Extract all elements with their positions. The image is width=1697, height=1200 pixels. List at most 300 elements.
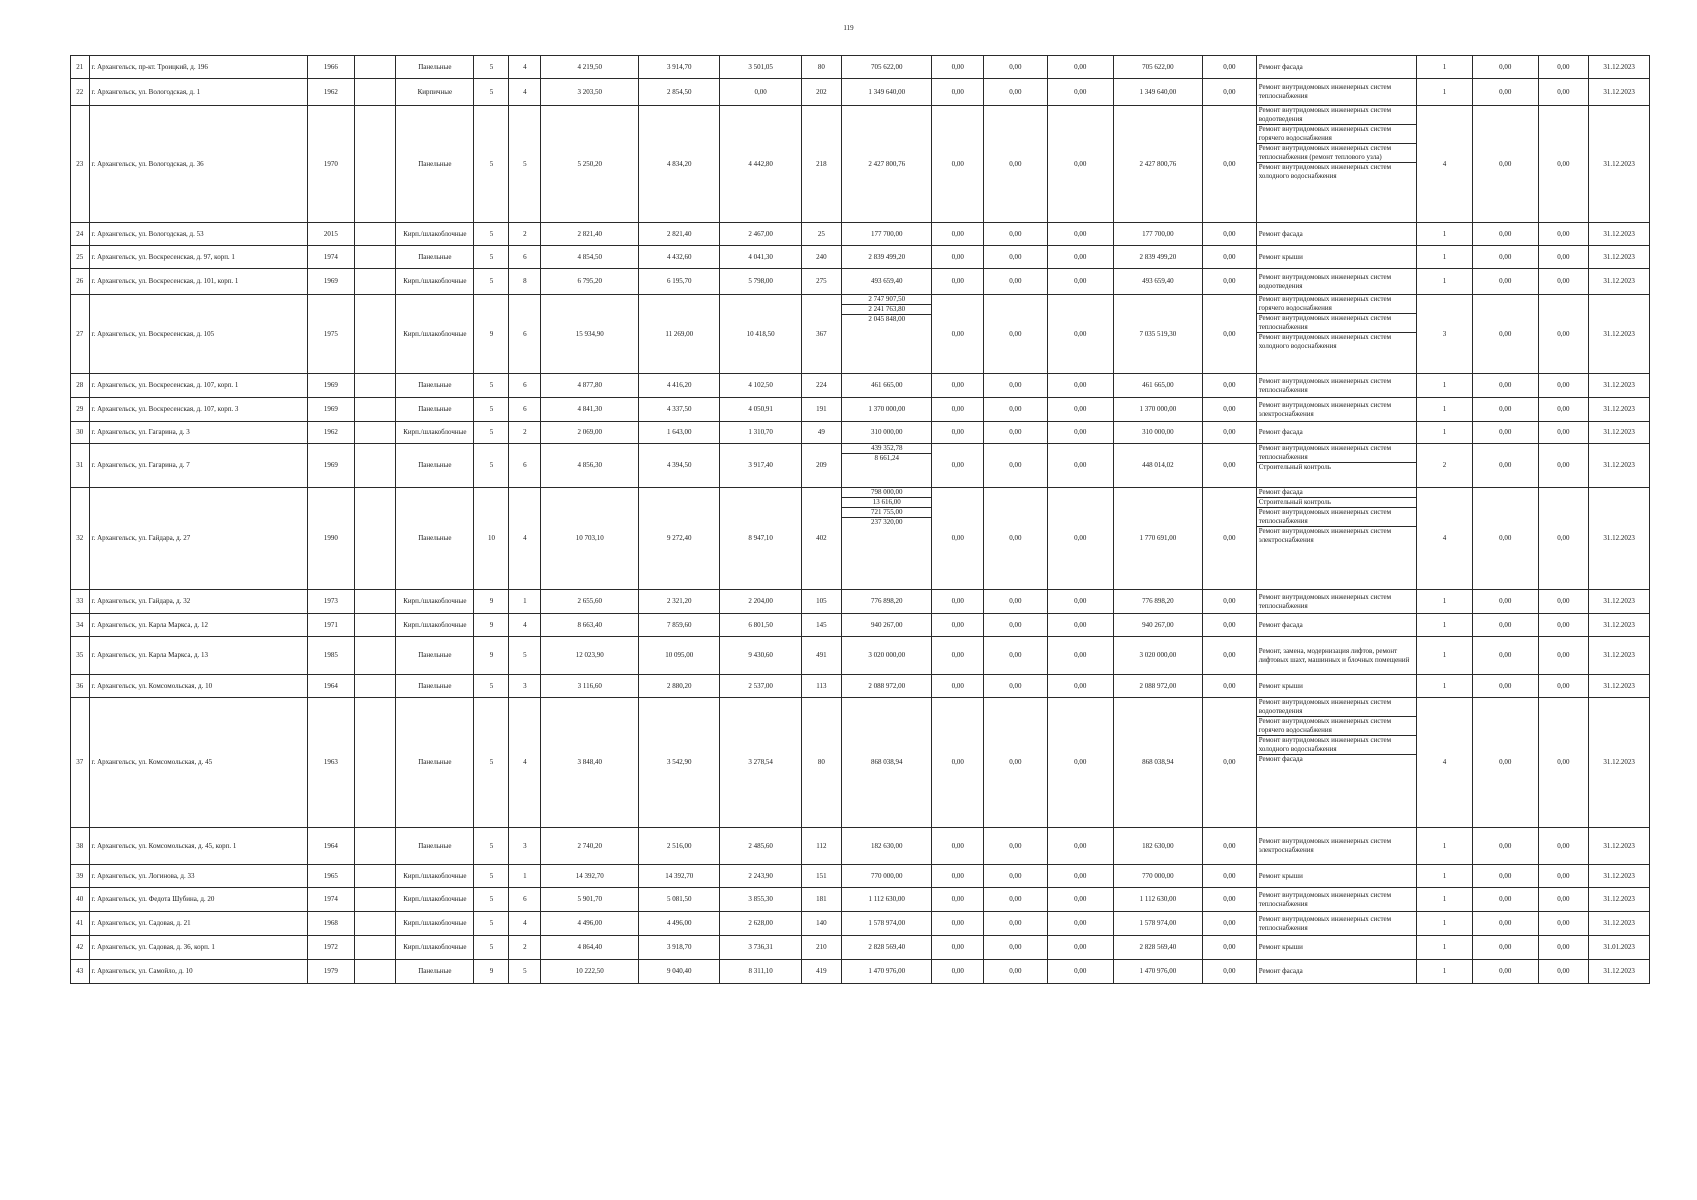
commission-year: 1971 — [307, 614, 354, 637]
living-area: 10 418,50 — [720, 295, 801, 374]
fund-regional: 0,00 — [983, 912, 1047, 936]
works-count: 1 — [1417, 398, 1473, 422]
premises-area: 4 496,00 — [639, 912, 720, 936]
floors-count: 5 — [474, 698, 509, 828]
fund-federal: 0,00 — [932, 614, 983, 637]
completion-date: 31.12.2023 — [1589, 590, 1650, 614]
row-number: 36 — [71, 675, 90, 698]
empty-cell — [355, 56, 396, 79]
floors-count: 5 — [474, 888, 509, 912]
empty-cell — [355, 865, 396, 888]
premises-area: 2 516,00 — [639, 828, 720, 865]
wall-material: Панельные — [396, 698, 474, 828]
living-area: 2 204,00 — [720, 590, 801, 614]
fund-regional: 0,00 — [983, 675, 1047, 698]
living-area: 2 467,00 — [720, 223, 801, 246]
wall-material: Кирп./шлакоблочные — [396, 865, 474, 888]
total-area: 4 877,80 — [541, 374, 639, 398]
works-count: 1 — [1417, 637, 1473, 675]
empty-cell — [355, 223, 396, 246]
fund-owners: 448 014,02 — [1113, 444, 1203, 488]
commission-year: 1963 — [307, 698, 354, 828]
completion-date: 31.12.2023 — [1589, 444, 1650, 488]
entrances-count: 1 — [509, 590, 541, 614]
fund-owners: 1 578 974,00 — [1113, 912, 1203, 936]
fund-other: 0,00 — [1203, 295, 1257, 374]
works-count: 1 — [1417, 223, 1473, 246]
table-row — [71, 422, 1650, 444]
fund-owners: 2 839 499,20 — [1113, 246, 1203, 269]
work-type: Ремонт внутридомовых инженерных систем теплоснабжения — [1256, 912, 1417, 936]
work-type-list — [1256, 295, 1417, 374]
house-address: г. Архангельск, пр-кт. Троицкий, д. 196 — [89, 56, 307, 79]
value-a: 0,00 — [1472, 828, 1538, 865]
house-address: г. Архангельск, ул. Вологодская, д. 36 — [89, 106, 307, 223]
floors-count: 9 — [474, 637, 509, 675]
work-type-list — [1256, 444, 1417, 488]
fund-regional: 0,00 — [983, 590, 1047, 614]
completion-date: 31.12.2023 — [1589, 960, 1650, 984]
work-type: Ремонт внутридомовых инженерных систем горячего водоснабжения — [1258, 295, 1392, 312]
total-area: 10 222,50 — [541, 960, 639, 984]
living-area: 3 736,31 — [720, 936, 801, 960]
table-row — [71, 246, 1650, 269]
fund-federal: 0,00 — [932, 422, 983, 444]
wall-material: Кирп./шлакоблочные — [396, 888, 474, 912]
fund-other: 0,00 — [1203, 79, 1257, 106]
fund-federal: 0,00 — [932, 269, 983, 295]
house-address: г. Архангельск, ул. Вологодская, д. 53 — [89, 223, 307, 246]
house-address: г. Архангельск, ул. Гайдара, д. 27 — [89, 488, 307, 590]
work-type: Ремонт фасада — [1257, 754, 1417, 764]
premises-area: 9 040,40 — [639, 960, 720, 984]
work-cost: 493 659,40 — [841, 269, 932, 295]
commission-year: 1966 — [307, 56, 354, 79]
house-address: г. Архангельск, ул. Воскресенская, д. 105 — [89, 295, 307, 374]
total-area: 14 392,70 — [541, 865, 639, 888]
residents-count: 191 — [801, 398, 841, 422]
entrances-count: 6 — [509, 295, 541, 374]
commission-year: 1964 — [307, 828, 354, 865]
fund-owners: 940 267,00 — [1113, 614, 1203, 637]
wall-material: Панельные — [396, 374, 474, 398]
fund-regional: 0,00 — [983, 614, 1047, 637]
floors-count: 5 — [474, 79, 509, 106]
wall-material: Панельные — [396, 675, 474, 698]
fund-local: 0,00 — [1047, 444, 1113, 488]
fund-local: 0,00 — [1047, 698, 1113, 828]
total-area: 10 703,10 — [541, 488, 639, 590]
completion-date: 31.12.2023 — [1589, 223, 1650, 246]
house-address: г. Архангельск, ул. Комсомольская, д. 45 — [89, 698, 307, 828]
work-type: Ремонт внутридомовых инженерных систем теплоснабжения — [1258, 444, 1392, 461]
total-area: 15 934,90 — [541, 295, 639, 374]
commission-year: 1973 — [307, 590, 354, 614]
house-address: г. Архангельск, ул. Вологодская, д. 1 — [89, 79, 307, 106]
work-type: Ремонт фасада — [1256, 960, 1417, 984]
living-area: 3 855,30 — [720, 888, 801, 912]
residents-count: 367 — [801, 295, 841, 374]
row-number: 22 — [71, 79, 90, 106]
fund-owners: 1 470 976,00 — [1113, 960, 1203, 984]
floors-count: 10 — [474, 488, 509, 590]
work-cost: 868 038,94 — [841, 698, 932, 828]
row-number: 40 — [71, 888, 90, 912]
commission-year: 1985 — [307, 637, 354, 675]
fund-other: 0,00 — [1203, 637, 1257, 675]
fund-other: 0,00 — [1203, 936, 1257, 960]
work-type: Ремонт внутридомовых инженерных систем теплоснабжения — [1256, 374, 1417, 398]
work-type: Ремонт крыши — [1256, 675, 1417, 698]
work-cost: 461 665,00 — [841, 374, 932, 398]
floors-count: 5 — [474, 269, 509, 295]
completion-date: 31.01.2023 — [1589, 936, 1650, 960]
entrances-count: 4 — [509, 56, 541, 79]
commission-year: 2015 — [307, 223, 354, 246]
entrances-count: 4 — [509, 614, 541, 637]
residents-count: 80 — [801, 56, 841, 79]
fund-local: 0,00 — [1047, 936, 1113, 960]
living-area: 9 430,60 — [720, 637, 801, 675]
fund-regional: 0,00 — [983, 79, 1047, 106]
work-type: Ремонт крыши — [1256, 865, 1417, 888]
commission-year: 1969 — [307, 444, 354, 488]
works-count: 1 — [1417, 422, 1473, 444]
fund-other: 0,00 — [1203, 590, 1257, 614]
floors-count: 9 — [474, 960, 509, 984]
fund-local: 0,00 — [1047, 888, 1113, 912]
fund-federal: 0,00 — [932, 106, 983, 223]
completion-date: 31.12.2023 — [1589, 246, 1650, 269]
works-count: 1 — [1417, 888, 1473, 912]
total-area: 4 496,00 — [541, 912, 639, 936]
work-type: Строительный контроль — [1257, 497, 1417, 507]
entrances-count: 6 — [509, 374, 541, 398]
value-b: 0,00 — [1538, 79, 1588, 106]
total-area: 2 821,40 — [541, 223, 639, 246]
row-number: 38 — [71, 828, 90, 865]
row-number: 23 — [71, 106, 90, 223]
total-area: 4 219,50 — [541, 56, 639, 79]
works-count: 1 — [1417, 960, 1473, 984]
floors-count: 5 — [474, 398, 509, 422]
wall-material: Кирп./шлакоблочные — [396, 936, 474, 960]
living-area: 4 102,50 — [720, 374, 801, 398]
total-area: 2 740,20 — [541, 828, 639, 865]
total-area: 3 116,60 — [541, 675, 639, 698]
fund-regional: 0,00 — [983, 223, 1047, 246]
row-number: 26 — [71, 269, 90, 295]
living-area: 4 041,30 — [720, 246, 801, 269]
value-a: 0,00 — [1472, 488, 1538, 590]
value-b: 0,00 — [1538, 374, 1588, 398]
work-type: Ремонт внутридомовых инженерных систем теплоснабжения — [1257, 313, 1417, 332]
value-a: 0,00 — [1472, 269, 1538, 295]
floors-count: 5 — [474, 675, 509, 698]
work-cost: 13 616,00 — [842, 497, 932, 507]
total-area: 6 795,20 — [541, 269, 639, 295]
page-number: 119 — [843, 24, 854, 32]
table-row — [71, 106, 1650, 223]
value-a: 0,00 — [1472, 698, 1538, 828]
house-address: г. Архангельск, ул. Комсомольская, д. 10 — [89, 675, 307, 698]
residents-count: 25 — [801, 223, 841, 246]
fund-regional: 0,00 — [983, 374, 1047, 398]
works-count: 1 — [1417, 374, 1473, 398]
work-type-list — [1256, 698, 1417, 828]
residents-count: 202 — [801, 79, 841, 106]
row-number: 31 — [71, 444, 90, 488]
work-cost: 2 088 972,00 — [841, 675, 932, 698]
table-row — [71, 675, 1650, 698]
empty-cell — [355, 79, 396, 106]
work-cost: 798 000,00 — [870, 488, 903, 496]
work-type: Ремонт внутридомовых инженерных систем электроснабжения — [1256, 828, 1417, 865]
empty-cell — [355, 295, 396, 374]
wall-material: Кирпичные — [396, 79, 474, 106]
residents-count: 151 — [801, 865, 841, 888]
wall-material: Панельные — [396, 106, 474, 223]
floors-count: 9 — [474, 590, 509, 614]
work-cost: 3 020 000,00 — [841, 637, 932, 675]
commission-year: 1974 — [307, 246, 354, 269]
fund-other: 0,00 — [1203, 865, 1257, 888]
works-count: 1 — [1417, 936, 1473, 960]
works-count: 1 — [1417, 590, 1473, 614]
floors-count: 9 — [474, 295, 509, 374]
repair-program-table — [70, 55, 1650, 984]
premises-area: 2 821,40 — [639, 223, 720, 246]
fund-federal: 0,00 — [932, 246, 983, 269]
work-type: Ремонт крыши — [1256, 246, 1417, 269]
premises-area: 14 392,70 — [639, 865, 720, 888]
house-address: г. Архангельск, ул. Воскресенская, д. 97, корп. 1 — [89, 246, 307, 269]
fund-local: 0,00 — [1047, 398, 1113, 422]
fund-regional: 0,00 — [983, 56, 1047, 79]
fund-other: 0,00 — [1203, 269, 1257, 295]
value-b: 0,00 — [1538, 295, 1588, 374]
entrances-count: 5 — [509, 960, 541, 984]
wall-material: Панельные — [396, 56, 474, 79]
empty-cell — [355, 444, 396, 488]
work-cost: 705 622,00 — [841, 56, 932, 79]
living-area: 3 501,05 — [720, 56, 801, 79]
entrances-count: 4 — [509, 912, 541, 936]
commission-year: 1969 — [307, 374, 354, 398]
residents-count: 113 — [801, 675, 841, 698]
work-cost: 182 630,00 — [841, 828, 932, 865]
work-type: Ремонт внутридомовых инженерных систем теплоснабжения (ремонт теплового узла) — [1257, 143, 1417, 162]
value-b: 0,00 — [1538, 106, 1588, 223]
residents-count: 181 — [801, 888, 841, 912]
fund-federal: 0,00 — [932, 56, 983, 79]
entrances-count: 2 — [509, 422, 541, 444]
value-a: 0,00 — [1472, 223, 1538, 246]
value-b: 0,00 — [1538, 590, 1588, 614]
house-address: г. Архангельск, ул. Воскресенская, д. 101, корп. 1 — [89, 269, 307, 295]
residents-count: 419 — [801, 960, 841, 984]
fund-owners: 776 898,20 — [1113, 590, 1203, 614]
table-row — [71, 590, 1650, 614]
house-address: г. Архангельск, ул. Комсомольская, д. 45, корп. 1 — [89, 828, 307, 865]
fund-regional: 0,00 — [983, 698, 1047, 828]
premises-area: 2 321,20 — [639, 590, 720, 614]
floors-count: 5 — [474, 374, 509, 398]
empty-cell — [355, 398, 396, 422]
house-address: г. Архангельск, ул. Карла Маркса, д. 13 — [89, 637, 307, 675]
wall-material: Кирп./шлакоблочные — [396, 223, 474, 246]
row-number: 34 — [71, 614, 90, 637]
wall-material: Кирп./шлакоблочные — [396, 295, 474, 374]
fund-federal: 0,00 — [932, 637, 983, 675]
works-count: 4 — [1417, 698, 1473, 828]
residents-count: 49 — [801, 422, 841, 444]
floors-count: 5 — [474, 223, 509, 246]
completion-date: 31.12.2023 — [1589, 295, 1650, 374]
row-number: 28 — [71, 374, 90, 398]
fund-regional: 0,00 — [983, 106, 1047, 223]
fund-other: 0,00 — [1203, 223, 1257, 246]
residents-count: 105 — [801, 590, 841, 614]
floors-count: 5 — [474, 246, 509, 269]
fund-other: 0,00 — [1203, 614, 1257, 637]
house-address: г. Архангельск, ул. Воскресенская, д. 107, корп. 1 — [89, 374, 307, 398]
living-area: 2 485,60 — [720, 828, 801, 865]
work-type: Ремонт фасада — [1258, 488, 1303, 496]
works-count: 1 — [1417, 675, 1473, 698]
fund-other: 0,00 — [1203, 422, 1257, 444]
fund-other: 0,00 — [1203, 888, 1257, 912]
fund-local: 0,00 — [1047, 828, 1113, 865]
premises-area: 3 542,90 — [639, 698, 720, 828]
fund-local: 0,00 — [1047, 422, 1113, 444]
work-cost: 1 578 974,00 — [841, 912, 932, 936]
living-area: 0,00 — [720, 79, 801, 106]
fund-local: 0,00 — [1047, 614, 1113, 637]
works-count: 2 — [1417, 444, 1473, 488]
work-cost: 1 470 976,00 — [841, 960, 932, 984]
fund-other: 0,00 — [1203, 912, 1257, 936]
premises-area: 7 859,60 — [639, 614, 720, 637]
residents-count: 218 — [801, 106, 841, 223]
entrances-count: 8 — [509, 269, 541, 295]
wall-material: Кирп./шлакоблочные — [396, 590, 474, 614]
premises-area: 4 416,20 — [639, 374, 720, 398]
fund-owners: 705 622,00 — [1113, 56, 1203, 79]
value-b: 0,00 — [1538, 488, 1588, 590]
living-area: 1 310,70 — [720, 422, 801, 444]
floors-count: 9 — [474, 614, 509, 637]
fund-federal: 0,00 — [932, 374, 983, 398]
premises-area: 2 880,20 — [639, 675, 720, 698]
work-type: Ремонт внутридомовых инженерных систем теплоснабжения — [1256, 79, 1417, 106]
fund-federal: 0,00 — [932, 79, 983, 106]
completion-date: 31.12.2023 — [1589, 488, 1650, 590]
completion-date: 31.12.2023 — [1589, 828, 1650, 865]
commission-year: 1964 — [307, 675, 354, 698]
premises-area: 6 195,70 — [639, 269, 720, 295]
table-row — [71, 960, 1650, 984]
value-a: 0,00 — [1472, 637, 1538, 675]
work-type: Ремонт внутридомовых инженерных систем водоотведения — [1256, 269, 1417, 295]
commission-year: 1979 — [307, 960, 354, 984]
value-a: 0,00 — [1472, 422, 1538, 444]
empty-cell — [355, 675, 396, 698]
fund-local: 0,00 — [1047, 675, 1113, 698]
table-row — [71, 374, 1650, 398]
table-row — [71, 398, 1650, 422]
row-number: 33 — [71, 590, 90, 614]
fund-federal: 0,00 — [932, 960, 983, 984]
fund-owners: 182 630,00 — [1113, 828, 1203, 865]
table-row — [71, 223, 1650, 246]
entrances-count: 6 — [509, 888, 541, 912]
house-address: г. Архангельск, ул. Гагарина, д. 7 — [89, 444, 307, 488]
living-area: 4 442,80 — [720, 106, 801, 223]
value-b: 0,00 — [1538, 246, 1588, 269]
row-number: 21 — [71, 56, 90, 79]
fund-owners: 1 370 000,00 — [1113, 398, 1203, 422]
completion-date: 31.12.2023 — [1589, 79, 1650, 106]
works-count: 1 — [1417, 79, 1473, 106]
work-type: Ремонт крыши — [1256, 936, 1417, 960]
work-type: Ремонт внутридомовых инженерных систем холодного водоснабжения — [1257, 332, 1417, 351]
work-type: Ремонт внутридомовых инженерных систем теплоснабжения — [1256, 590, 1417, 614]
fund-federal: 0,00 — [932, 936, 983, 960]
fund-regional: 0,00 — [983, 637, 1047, 675]
value-a: 0,00 — [1472, 675, 1538, 698]
work-type: Ремонт фасада — [1256, 422, 1417, 444]
total-area: 3 848,40 — [541, 698, 639, 828]
fund-federal: 0,00 — [932, 398, 983, 422]
row-number: 39 — [71, 865, 90, 888]
premises-area: 11 269,00 — [639, 295, 720, 374]
wall-material: Панельные — [396, 488, 474, 590]
work-cost-list — [841, 295, 932, 374]
empty-cell — [355, 828, 396, 865]
value-b: 0,00 — [1538, 269, 1588, 295]
entrances-count: 2 — [509, 936, 541, 960]
premises-area: 4 394,50 — [639, 444, 720, 488]
entrances-count: 3 — [509, 828, 541, 865]
entrances-count: 4 — [509, 488, 541, 590]
work-cost: 439 352,78 — [870, 444, 903, 452]
fund-federal: 0,00 — [932, 912, 983, 936]
value-a: 0,00 — [1472, 106, 1538, 223]
empty-cell — [355, 614, 396, 637]
empty-cell — [355, 488, 396, 590]
premises-area: 2 854,50 — [639, 79, 720, 106]
residents-count: 210 — [801, 936, 841, 960]
fund-regional: 0,00 — [983, 960, 1047, 984]
fund-local: 0,00 — [1047, 960, 1113, 984]
work-type: Ремонт внутридомовых инженерных систем горячего водоснабжения — [1257, 716, 1417, 735]
fund-regional: 0,00 — [983, 295, 1047, 374]
work-cost: 721 755,00 — [842, 507, 932, 517]
value-b: 0,00 — [1538, 675, 1588, 698]
fund-owners: 3 020 000,00 — [1113, 637, 1203, 675]
value-a: 0,00 — [1472, 614, 1538, 637]
completion-date: 31.12.2023 — [1589, 888, 1650, 912]
fund-federal: 0,00 — [932, 698, 983, 828]
empty-cell — [355, 269, 396, 295]
row-number: 25 — [71, 246, 90, 269]
floors-count: 5 — [474, 422, 509, 444]
table-row — [71, 888, 1650, 912]
value-b: 0,00 — [1538, 828, 1588, 865]
commission-year: 1974 — [307, 888, 354, 912]
fund-regional: 0,00 — [983, 269, 1047, 295]
